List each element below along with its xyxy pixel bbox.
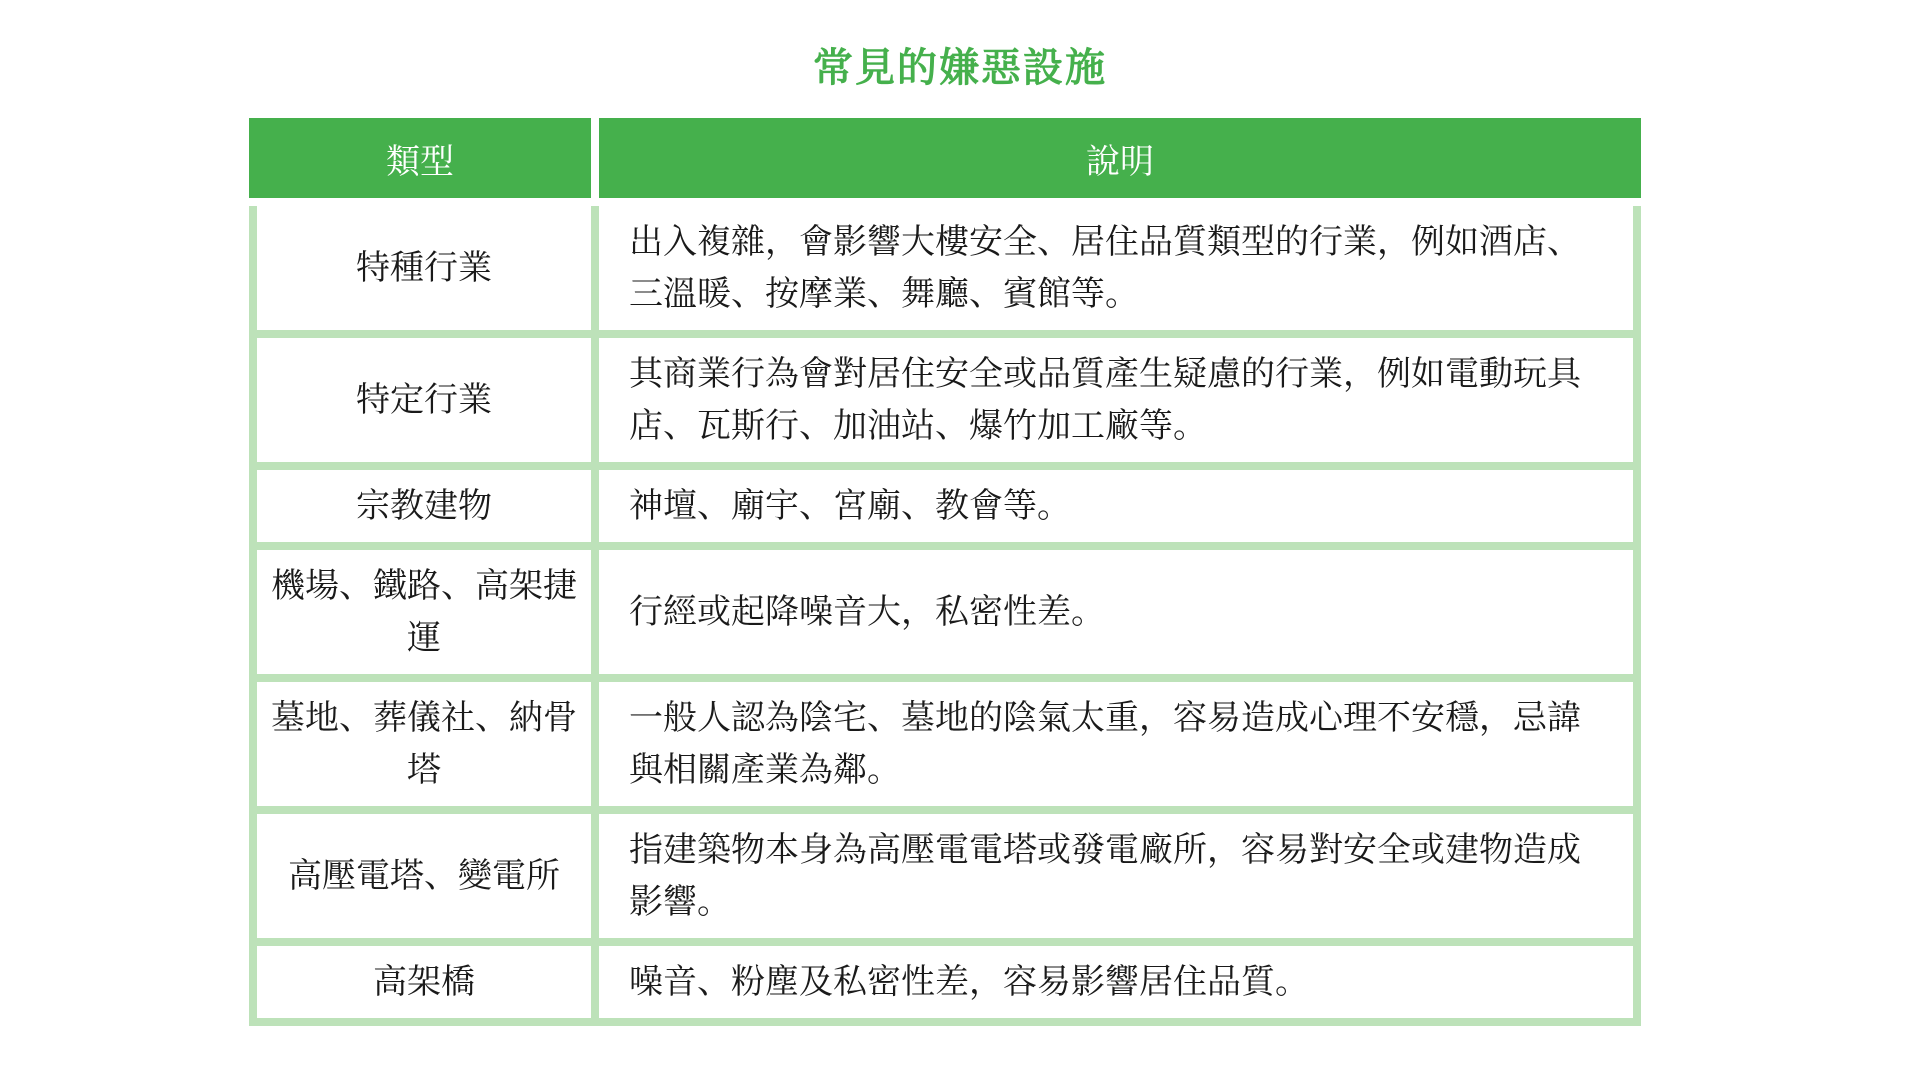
row-description: 一般人認為陰宅、墓地的陰氣太重，容易造成心理不安穩，忌諱與相關產業為鄰。 bbox=[599, 682, 1633, 806]
row-type: 特定行業 bbox=[257, 338, 591, 462]
header-description: 說明 bbox=[599, 118, 1641, 198]
facilities-table bbox=[249, 118, 1641, 1026]
table-row bbox=[257, 550, 1633, 674]
row-type: 特種行業 bbox=[257, 206, 591, 330]
row-type: 高架橋 bbox=[257, 946, 591, 1018]
header-divider bbox=[591, 118, 599, 198]
table-body bbox=[249, 206, 1641, 1026]
row-type: 機場、鐵路、高架捷運 bbox=[257, 550, 591, 674]
table-row bbox=[257, 206, 1633, 330]
table-header bbox=[249, 118, 1641, 198]
row-description: 噪音、粉塵及私密性差，容易影響居住品質。 bbox=[599, 946, 1633, 1018]
row-description: 出入複雜，會影響大樓安全、居住品質類型的行業，例如酒店、三溫暖、按摩業、舞廳、賓館等。 bbox=[599, 206, 1633, 330]
table-row bbox=[257, 814, 1633, 938]
row-description: 神壇、廟宇、宮廟、教會等。 bbox=[599, 470, 1633, 542]
row-description: 指建築物本身為高壓電電塔或發電廠所，容易對安全或建物造成影響。 bbox=[599, 814, 1633, 938]
row-description: 行經或起降噪音大，私密性差。 bbox=[599, 550, 1633, 674]
table-row bbox=[257, 470, 1633, 542]
row-type: 墓地、葬儀社、納骨塔 bbox=[257, 682, 591, 806]
table-row bbox=[257, 338, 1633, 462]
row-description: 其商業行為會對居住安全或品質產生疑慮的行業，例如電動玩具店、瓦斯行、加油站、爆竹加工廠等。 bbox=[599, 338, 1633, 462]
row-type: 宗教建物 bbox=[257, 470, 591, 542]
header-type: 類型 bbox=[249, 118, 591, 198]
table-row bbox=[257, 682, 1633, 806]
table-row bbox=[257, 946, 1633, 1018]
page-title: 常見的嫌惡設施 bbox=[813, 45, 1107, 91]
row-type: 高壓電塔、變電所 bbox=[257, 814, 591, 938]
